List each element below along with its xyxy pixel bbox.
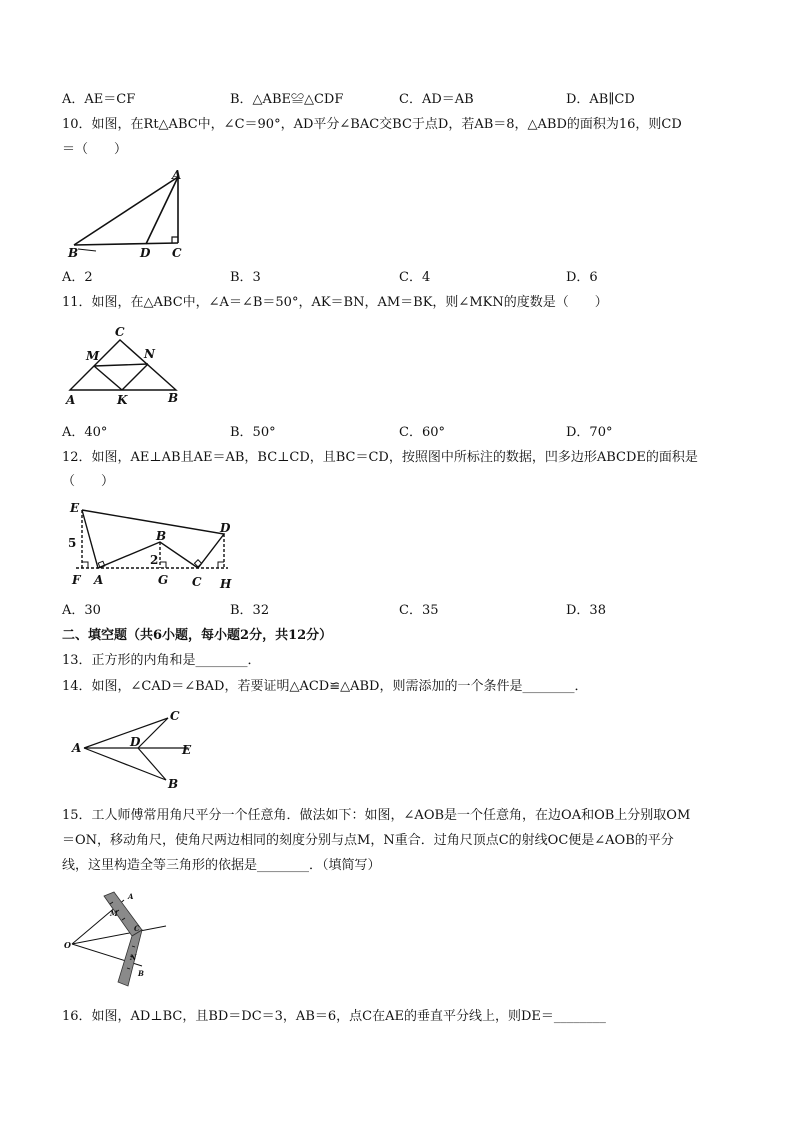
q14-label-a: A xyxy=(72,741,82,755)
q10-label-b: B xyxy=(68,246,79,260)
q12-label-b: B xyxy=(156,529,167,543)
q10-label-a: A xyxy=(172,168,182,182)
q10-text-line1: 10．如图，在Rt△ABC中，∠C＝90°，AD平分∠BAC交BC于点D，若AB＝8，△ABD的面积为16，则CD xyxy=(62,117,682,132)
q12-option-b: B．32 xyxy=(230,603,270,618)
q10-option-a: A．2 xyxy=(62,270,93,285)
q14-text: 14．如图，∠CAD＝∠BAD，若要证明△ACD≌△ABD，则需添加的一个条件是________． xyxy=(62,679,588,694)
q11-label-c: C xyxy=(115,325,125,339)
q9-option-b: B．△ABE≌△CDF xyxy=(230,92,344,107)
q11-option-a: A．40° xyxy=(62,425,108,440)
q10-label-c: C xyxy=(172,246,182,260)
q14-label-e: E xyxy=(182,743,192,757)
q15-figure xyxy=(62,886,174,990)
q12-label-5: 5 xyxy=(68,536,77,550)
q12-label-d: D xyxy=(220,521,231,535)
q12-label-c: C xyxy=(192,575,202,589)
q16-text: 16．如图，AD⊥BC，且BD＝DC＝3，AB＝6，点C在AE的垂直平分线上，则DE＝________ xyxy=(62,1009,606,1024)
q12-option-c: C．35 xyxy=(399,603,439,618)
q11-figure xyxy=(62,322,192,408)
q13-text: 13．正方形的内角和是________． xyxy=(62,653,261,668)
q11-label-k: K xyxy=(117,393,128,407)
q10-figure xyxy=(62,165,202,263)
q9-option-a: A．AE＝CF xyxy=(62,92,136,107)
q15-label-a: A xyxy=(128,892,134,901)
q15-label-o: O xyxy=(64,940,71,950)
q12-text-line2: （ ） xyxy=(62,474,115,489)
q15-label-m: M xyxy=(110,909,118,918)
q12-option-a: A．30 xyxy=(62,603,101,618)
q11-label-a: A xyxy=(66,393,76,407)
q12-label-2: 2 xyxy=(150,553,159,567)
q11-label-n: N xyxy=(144,347,155,361)
section-title: 二、填空题（共6小题，每小题2分，共12分） xyxy=(62,628,333,643)
q11-option-d: D．70° xyxy=(566,425,613,440)
q10-label-d: D xyxy=(140,246,151,260)
q11-label-b: B xyxy=(168,391,179,405)
q9-option-d: D．AB∥CD xyxy=(566,92,635,107)
q15-text-line1: 15．工人师傅常用角尺平分一个任意角．做法如下：如图，∠AOB是一个任意角，在边OA和OB上分别取OM xyxy=(62,808,691,823)
q12-option-d: D．38 xyxy=(566,603,606,618)
q10-option-b: B．3 xyxy=(230,270,261,285)
q11-text: 11．如图，在△ABC中，∠A＝∠B＝50°，AK＝BN，AM＝BK，则∠MKN的度数是（ ） xyxy=(62,295,608,310)
q15-text-line3: 线，这里构造全等三角形的依据是________．（填简写） xyxy=(62,858,381,873)
q15-text-line2: ＝ON，移动角尺，使角尺两边相同的刻度分别与点M，N重合．过角尺顶点C的射线OC便是∠AOB的平分 xyxy=(62,833,674,848)
q9-option-c: C．AD＝AB xyxy=(399,92,474,107)
q14-label-d: D xyxy=(130,735,141,749)
q15-label-b: B xyxy=(138,969,144,978)
q14-figure xyxy=(64,706,204,794)
q10-option-c: C．4 xyxy=(399,270,431,285)
q12-label-h: H xyxy=(220,577,232,591)
q10-text-line2: ＝（ ） xyxy=(62,142,128,157)
q12-label-f: F xyxy=(72,573,81,587)
q14-label-b: B xyxy=(168,777,179,791)
q12-figure xyxy=(62,498,244,596)
q10-option-d: D．6 xyxy=(566,270,598,285)
q11-option-c: C．60° xyxy=(399,425,445,440)
q12-label-e: E xyxy=(70,501,80,515)
q15-label-c: C xyxy=(134,924,140,933)
q15-label-n: N xyxy=(130,953,137,962)
q11-option-b: B．50° xyxy=(230,425,276,440)
q12-label-g: G xyxy=(158,573,169,587)
q14-label-c: C xyxy=(170,709,180,723)
q11-label-m: M xyxy=(86,349,100,363)
q12-label-a: A xyxy=(94,573,104,587)
q12-text-line1: 12．如图，AE⊥AB且AE＝AB，BC⊥CD，且BC＝CD，按照图中所标注的数据，凹多边形ABCDE的面积是 xyxy=(62,450,698,465)
